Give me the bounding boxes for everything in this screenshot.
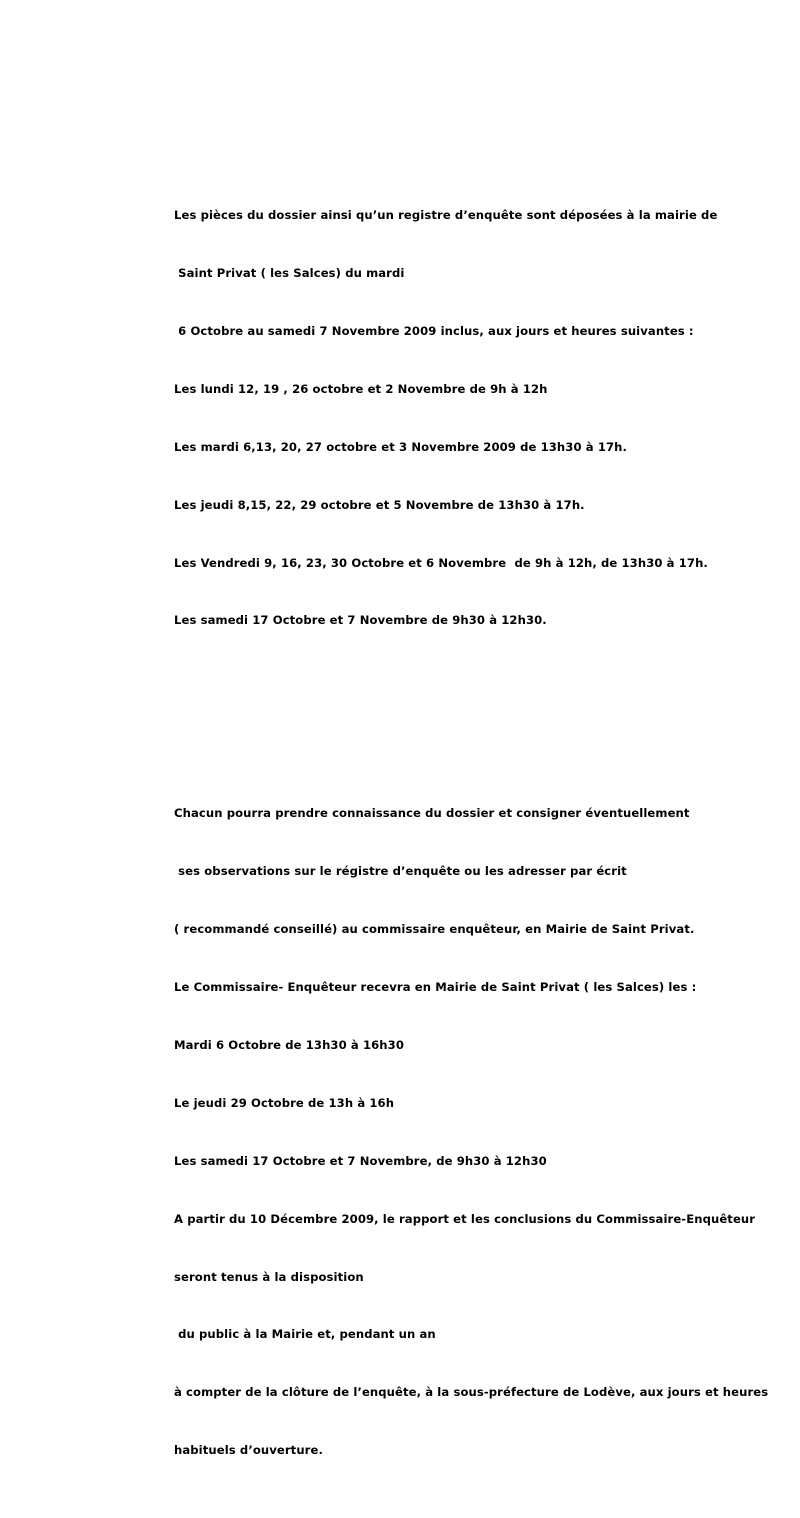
text-line: Les jeudi 8,15, 22, 29 octobre et 5 Novembre de 13h30 à 17h. <box>174 497 585 512</box>
text-line: seront tenus à la disposition <box>174 1269 364 1284</box>
text-line: Les lundi 12, 19 , 26 octobre et 2 Novembre de 9h à 12h <box>174 381 548 396</box>
text-line: Mardi 6 Octobre de 13h30 à 16h30 <box>174 1037 404 1052</box>
document-body <box>174 129 774 1518</box>
text-line: Saint Privat ( les Salces) du mardi <box>174 266 405 281</box>
text-line: Les samedi 17 Octobre et 7 Novembre, de 9h30 à 12h30 <box>174 1153 547 1168</box>
text-line: 6 Octobre au samedi 7 Novembre 2009 inclus, aux jours et heures suivantes : <box>174 323 694 338</box>
text-line: Les samedi 17 Octobre et 7 Novembre de 9h30 à 12h30. <box>174 613 547 628</box>
text-line: ( recommandé conseillé) au commissaire enquêteur, en Mairie de Saint Privat. <box>174 922 695 937</box>
text-line: Le Commissaire- Enquêteur recevra en Mairie de Saint Privat ( les Salces) les : <box>174 980 697 995</box>
text-line: ses observations sur le régistre d’enquête ou les adresser par écrit <box>174 864 627 879</box>
text-line: du public à la Mairie et, pendant un an <box>174 1327 436 1342</box>
paragraph-spacer <box>174 708 774 727</box>
text-line: Chacun pourra prendre connaissance du dossier et consigner éventuellement <box>174 806 690 821</box>
text-line: Les Vendredi 9, 16, 23, 30 Octobre et 6 Novembre de 9h à 12h, de 13h30 à 17h. <box>174 555 708 570</box>
paragraph-dossier-availability <box>174 168 774 670</box>
text-line: à compter de la clôture de l’enquête, à la sous-préfecture de Lodève, aux jours et heures <box>174 1385 769 1400</box>
text-line: Les mardi 6,13, 20, 27 octobre et 3 Novembre 2009 de 13h30 à 17h. <box>174 439 628 454</box>
text-line: Les pièces du dossier ainsi qu’un registre d’enquête sont déposées à la mairie de <box>174 208 718 223</box>
text-line: habituels d’ouverture. <box>174 1443 323 1458</box>
paragraph-observations <box>174 766 774 1499</box>
text-line: Le jeudi 29 Octobre de 13h à 16h <box>174 1095 395 1110</box>
text-line: A partir du 10 Décembre 2009, le rapport et les conclusions du Commissaire-Enquêteur <box>174 1211 756 1226</box>
